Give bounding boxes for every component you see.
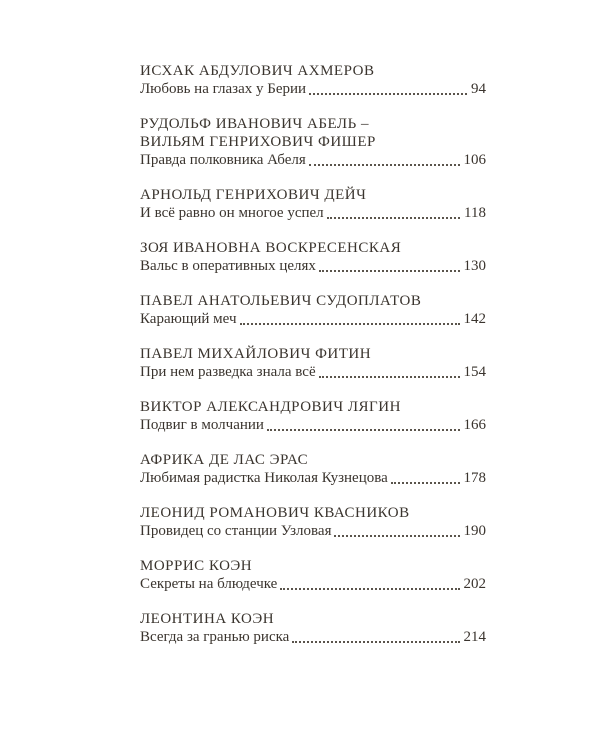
person-name — [140, 504, 486, 522]
person-name-line: ПАВЕЛ АНАТОЛЬЕВИЧ СУДОПЛАТОВ — [140, 293, 422, 309]
chapter-title-row — [140, 80, 486, 98]
person-name-line: АРНОЛЬД ГЕНРИХОВИЧ ДЕЙЧ — [140, 187, 367, 203]
page-number: 106 — [463, 152, 486, 168]
chapter-title-row — [140, 522, 486, 540]
chapter-title-row — [140, 310, 486, 328]
table-of-contents — [140, 62, 486, 663]
person-name — [140, 557, 486, 575]
chapter-title: Провидец со станции Узловая — [140, 523, 332, 539]
person-name-line: МОРРИС КОЭН — [140, 558, 253, 574]
toc-entry[interactable] — [140, 115, 486, 169]
person-name — [140, 610, 486, 628]
page-number: 190 — [463, 523, 486, 539]
chapter-title: Всегда за гранью риска — [140, 629, 290, 645]
person-name-line: ЛЕОНИД РОМАНОВИЧ КВАСНИКОВ — [140, 505, 410, 521]
chapter-title: Подвиг в молчании — [140, 417, 264, 433]
page-number: 166 — [463, 417, 486, 433]
chapter-title: Любовь на глазах у Берии — [140, 81, 307, 97]
person-name — [140, 345, 486, 363]
toc-entry[interactable] — [140, 451, 486, 487]
person-name-line: ВИЛЬЯМ ГЕНРИХОВИЧ ФИШЕР — [140, 134, 376, 150]
person-name-line: РУДОЛЬФ ИВАНОВИЧ АБЕЛЬ – — [140, 116, 369, 132]
dot-leader — [334, 535, 459, 537]
person-name-line: ВИКТОР АЛЕКСАНДРОВИЧ ЛЯГИН — [140, 399, 401, 415]
toc-entry[interactable] — [140, 504, 486, 540]
chapter-title: Правда полковника Абеля — [140, 152, 306, 168]
person-name — [140, 186, 486, 204]
chapter-title-row — [140, 204, 486, 222]
toc-entry[interactable] — [140, 345, 486, 381]
dot-leader — [319, 270, 460, 272]
chapter-title: И всё равно он многое успел — [140, 205, 324, 221]
page-number: 130 — [463, 258, 486, 274]
toc-entry[interactable] — [140, 62, 486, 98]
dot-leader — [292, 641, 459, 643]
toc-entry[interactable] — [140, 186, 486, 222]
toc-entry[interactable] — [140, 398, 486, 434]
page-number: 142 — [463, 311, 486, 327]
dot-leader — [309, 164, 460, 166]
chapter-title-row — [140, 416, 486, 434]
dot-leader — [327, 217, 460, 219]
person-name — [140, 239, 486, 257]
chapter-title-row — [140, 363, 486, 381]
page-number: 214 — [463, 629, 486, 645]
person-name — [140, 451, 486, 469]
person-name — [140, 292, 486, 310]
person-name-line: ИСХАК АБДУЛОВИЧ АХМЕРОВ — [140, 63, 375, 79]
toc-entry[interactable] — [140, 557, 486, 593]
dot-leader — [267, 429, 460, 431]
page-number: 154 — [463, 364, 486, 380]
person-name — [140, 62, 486, 80]
person-name-line: ЛЕОНТИНА КОЭН — [140, 611, 275, 627]
chapter-title-row — [140, 628, 486, 646]
dot-leader — [240, 323, 460, 325]
toc-entry[interactable] — [140, 610, 486, 646]
chapter-title-row — [140, 575, 486, 593]
person-name-line: ЗОЯ ИВАНОВНА ВОСКРЕСЕНСКАЯ — [140, 240, 402, 256]
toc-entry[interactable] — [140, 239, 486, 275]
page-number: 178 — [463, 470, 486, 486]
person-name — [140, 115, 486, 151]
dot-leader — [319, 376, 460, 378]
toc-entry[interactable] — [140, 292, 486, 328]
person-name-line: ПАВЕЛ МИХАЙЛОВИЧ ФИТИН — [140, 346, 372, 362]
chapter-title: При нем разведка знала всё — [140, 364, 316, 380]
chapter-title-row — [140, 151, 486, 169]
page-number: 118 — [464, 205, 486, 221]
chapter-title: Карающий меч — [140, 311, 237, 327]
chapter-title: Любимая радистка Николая Кузнецова — [140, 470, 388, 486]
page-number: 94 — [471, 81, 486, 97]
person-name — [140, 398, 486, 416]
chapter-title: Вальс в оперативных целях — [140, 258, 316, 274]
chapter-title: Секреты на блюдечке — [140, 576, 278, 592]
chapter-title-row — [140, 257, 486, 275]
chapter-title-row — [140, 469, 486, 487]
person-name-line: АФРИКА ДЕ ЛАС ЭРАС — [140, 452, 309, 468]
dot-leader — [309, 93, 467, 95]
page-number: 202 — [463, 576, 486, 592]
dot-leader — [280, 588, 459, 590]
dot-leader — [391, 482, 460, 484]
